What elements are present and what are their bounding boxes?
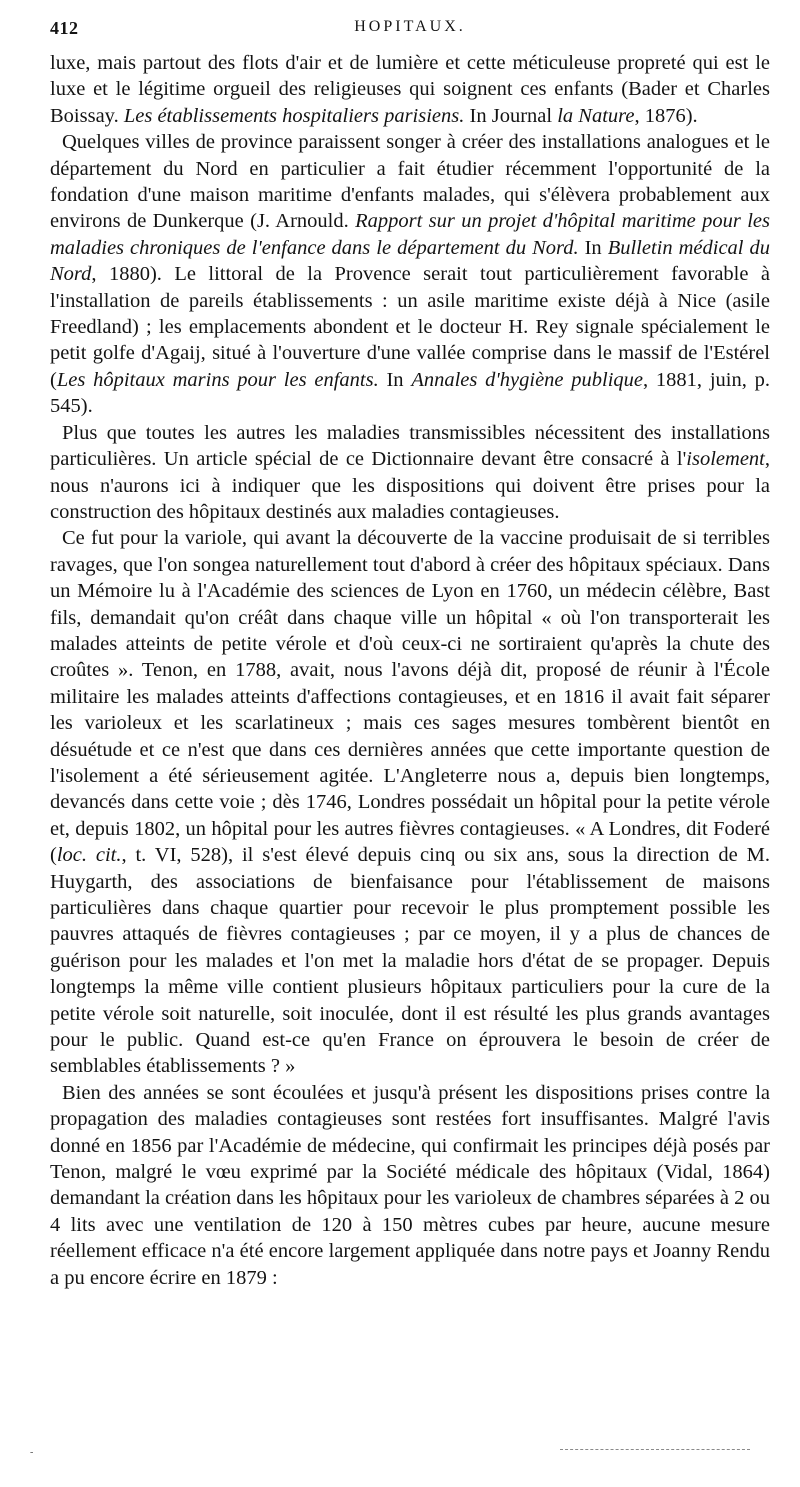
italic-text: la Nature — [557, 104, 635, 127]
italic-text: loc. cit. — [56, 844, 122, 867]
italic-text: Bulletin médical du Nord — [50, 236, 770, 286]
italic-text: Rapport sur un projet d'hôpital maritime pour les maladies chroniques de l'enfance dans le département du Nord. — [50, 210, 770, 259]
text-run: , 1880). Le littoral de la Provence serait tout particulièrement favorable à l'installation de pareils établissements : un asile maritime existe déjà à Nice (asile Freedland) ; les emplacements abondent et le docteur H. Rey signale spécialement le petit golfe d'Agaij, situé à l'ouverture d'une vallée comprise dans le massif de l'Estérel ( — [50, 263, 770, 391]
text-run: In — [578, 236, 608, 259]
text-run: , nous n'aurons ici à indiquer que les dispositions qui doivent être prises pour la construction des hôpitaux destinés aux maladies contagieuses. — [50, 448, 770, 523]
paragraph — [50, 525, 770, 1080]
page-number: 412 — [50, 18, 79, 38]
italic-text: Les hôpitaux marins pour les enfants. — [56, 368, 379, 391]
paragraph — [50, 420, 770, 526]
page — [50, 18, 770, 1291]
text-run: , 1881, juin, p. 545). — [50, 368, 770, 418]
italic-text: Annales d'hygiène publique — [411, 368, 644, 391]
text-run: Ce fut pour la variole, qui avant la découverte de la vaccine produisait de si terribles ravages, que l'on songea naturellement tout d'abord à créer des hôpitaux spéciaux. Dans un Mémoire lu à l'Académie des sciences de Lyon en 1760, un médecin célèbre, Bast fils, demandait qu'on créât dans chaque ville un hôpital « où l'on transporterait les malades atteints de petite vérole et d'où ceux-ci ne sortiraient qu'après la chute des croûtes ». Tenon, en 1788, avait, nous l'avons déjà dit, proposé de réunir à l'École militaire les malades atteints d'affections contagieuses, et en 1816 il avait fait séparer les varioleux et les scarlatineux ; mais ces sages mesures tombèrent bientôt en désuétude et ce n'est que dans ces dernières années que cette importante question de l'isolement a été sérieusement agitée. L'Angleterre nous a, depuis bien longtemps, devancés dans cette voie ; dès 1746, Londres possédait un hôpital pour la petite vérole et, depuis 1802, un hôpital pour les autres fièvres contagieuses. « A Londres, dit Foderé ( — [50, 527, 770, 867]
text-run: Plus que toutes les autres les maladies transmissibles nécessitent des installations particulières. Un article spécial de ce Dictionnaire devant être consacré à l' — [50, 421, 770, 471]
text-run: In — [378, 368, 412, 391]
running-head: HOPITAUX. — [354, 18, 466, 35]
italic-text: Les établissements hospitaliers parisiens. — [123, 104, 465, 127]
text-run: , 1876). — [634, 104, 698, 127]
text-run: luxe, mais partout des flots d'air et de lumière et cette méticuleuse propreté qui est le luxe et le légitime orgueil des religieuses qui soignent ces enfants (Bader et Charles Boissay. — [50, 52, 770, 127]
footer-rule — [30, 1447, 770, 1458]
text-run: Bien des années se sont écoulées et jusqu'à présent les dispositions prises contre la propagation des maladies contagieuses sont restées fort insuffisantes. Malgré l'avis donné en 1856 par l'Académie de médecine, qui confirmait les principes déjà posés par Tenon, malgré le vœu exprimé par la Société médicale des hôpitaux (Vidal, 1864) demandant la création dans les hôpitaux pour les varioleux de chambres séparées à 2 ou 4 lits avec une ventilation de 120 à 150 mètres cubes par heure, aucune mesure réellement efficace n'a été encore largement appliquée dans notre pays et Joanny Rendu a pu encore écrire en 1879 : — [50, 1081, 770, 1289]
paragraph — [50, 50, 770, 129]
text-run: In Journal — [464, 104, 558, 127]
footer-mark: - — [30, 1447, 34, 1458]
paragraph — [50, 129, 770, 419]
footer-dashed-line — [560, 1449, 750, 1450]
text-run: Quelques villes de province paraissent songer à créer des installations analogues et le département du Nord en particulier a fait étudier récemment l'opportunité de la fondation d'une maison maritime d'enfants malades, qui s'élèvera probablement aux environs de Dunkerque (J. Arnould. — [50, 131, 770, 233]
body-text — [50, 50, 770, 1291]
italic-text: isolement — [686, 448, 765, 471]
text-run: , t. VI, 528), il s'est élevé depuis cinq ou six ans, sous la direction de M. Huygarth, des associations de bienfaisance pour l'établissement de maisons particulières dans chaque quartier pour recevoir le plus promptement possible les pauvres attaqués de fièvres contagieuses ; par ce moyen, il y a plus de chances de guérison pour les malades et l'on met la maladie hors d'état de se propager. Depuis longtemps la même ville contient plusieurs hôpitaux particuliers pour la cure de la petite vérole soit naturelle, soit inoculée, dont il est résulté les plus grands avantages pour le public. Quand est-ce qu'en France on éprouvera le besoin de créer de semblables établissements ? » — [50, 844, 770, 1078]
page-header — [50, 18, 770, 50]
paragraph — [50, 1080, 770, 1291]
